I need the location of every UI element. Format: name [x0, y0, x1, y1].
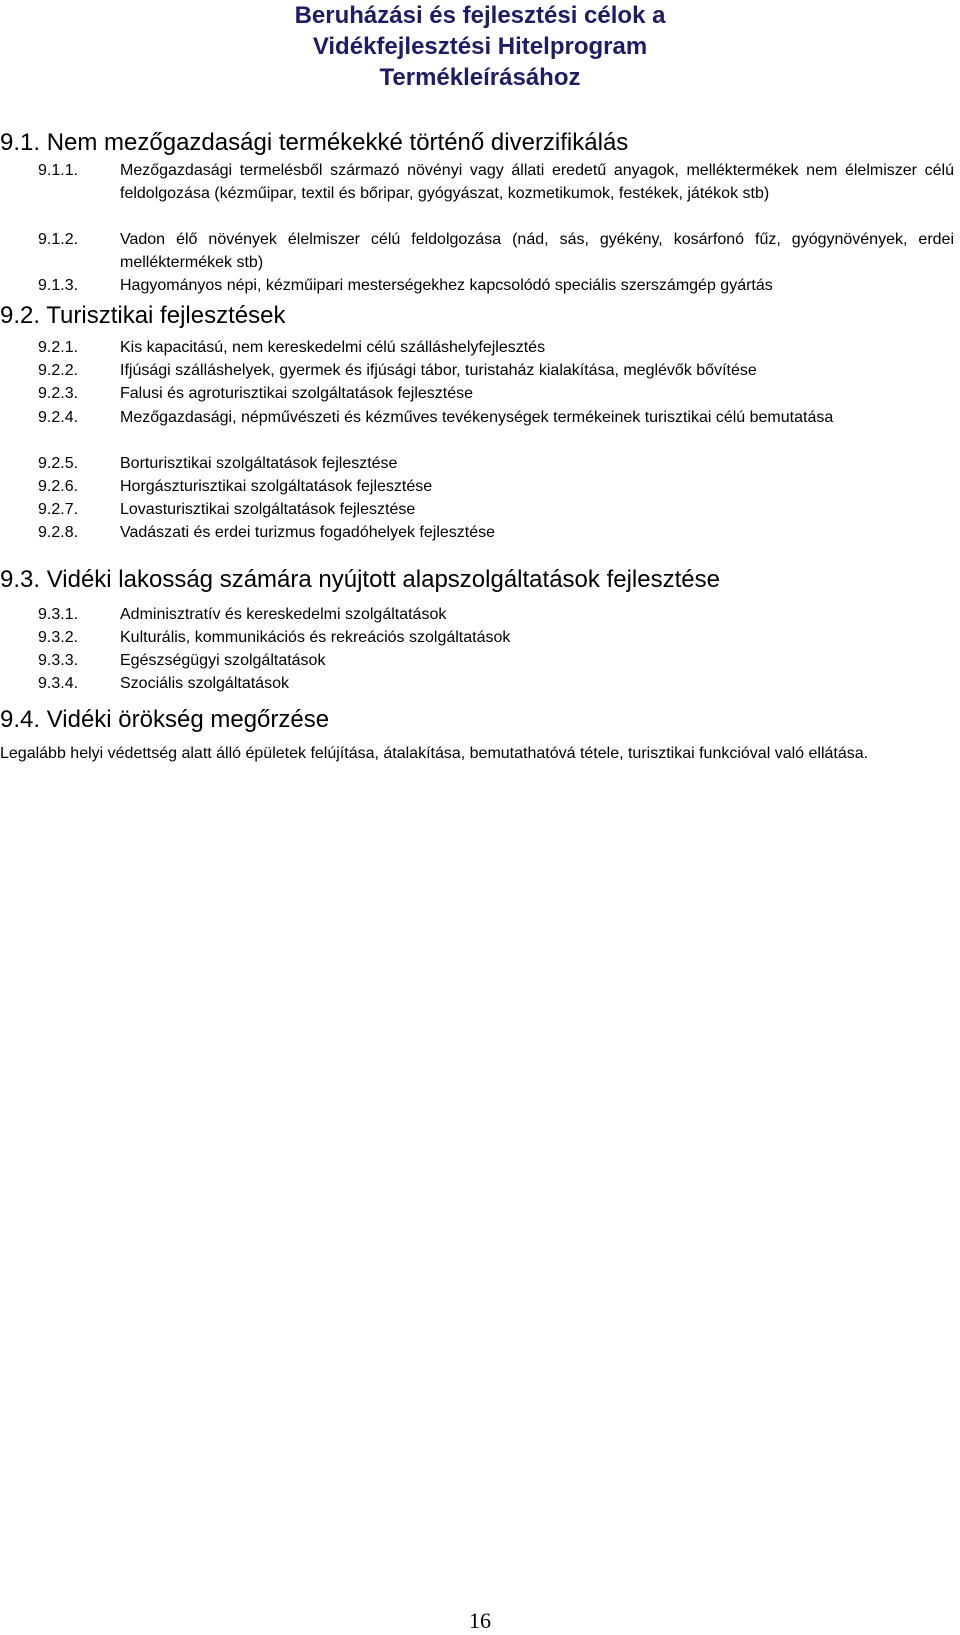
item-number: 9.2.4. — [38, 409, 79, 426]
item-number: 9.2.3. — [38, 385, 79, 402]
item-number: 9.2.1. — [38, 339, 79, 356]
section-heading-9-1: 9.1. Nem mezőgazdasági termékekké történő diverzifikálás — [0, 129, 629, 156]
item-number: 9.3.4. — [38, 675, 79, 692]
list-item-9-3-3 — [38, 649, 954, 672]
item-number: 9.2.6. — [38, 478, 79, 495]
item-text: Vadászati és erdei turizmus fogadóhelyek fejlesztése — [120, 524, 496, 541]
item-text: Kis kapacitású, nem kereskedelmi célú szálláshelyfejlesztés — [120, 339, 546, 356]
list-item-9-2-4 — [38, 406, 954, 429]
item-number: 9.3.3. — [38, 652, 79, 669]
list-item-9-2-7 — [38, 498, 954, 521]
item-text: Falusi és agroturisztikai szolgáltatások fejlesztése — [120, 385, 474, 402]
section-heading-9-4: 9.4. Vidéki örökség megőrzése — [0, 706, 330, 733]
list-item-9-1-2 — [38, 228, 954, 274]
list-item-9-2-6 — [38, 475, 954, 498]
item-number: 9.3.2. — [38, 629, 79, 646]
section-paragraph-9-4: Legalább helyi védettség alatt álló épületek felújítása, átalakítása, bemutathatóvá tétele, turisztikai funkcióval való ellátása. — [0, 745, 869, 762]
item-number: 9.2.8. — [38, 524, 79, 541]
section-heading-9-2: 9.2. Turisztikai fejlesztések — [0, 302, 286, 329]
page-number: 16 — [469, 1608, 491, 1633]
section-heading-9-3: 9.3. Vidéki lakosság számára nyújtott alapszolgáltatások fejlesztése — [0, 566, 720, 593]
item-text: Lovasturisztikai szolgáltatások fejlesztése — [120, 501, 416, 518]
item-text: Mezőgazdasági termelésből származó növényi vagy állati eredetű anyagok, melléktermékek nem élelmiszer célú feldolgozása (kézműipar, textil és bőripar, gyógyászat, kozmetikumok, festékek, játékok stb) — [120, 162, 954, 202]
item-text: Szociális szolgáltatások — [120, 675, 289, 692]
title-line-2: Vidékfejlesztési Hitelprogram — [312, 33, 648, 60]
list-item-9-3-4 — [38, 672, 954, 695]
item-text: Adminisztratív és kereskedelmi szolgáltatások — [120, 606, 447, 623]
document-title — [230, 0, 730, 93]
item-text: Egészségügyi szolgáltatások — [120, 652, 326, 669]
item-text: Kulturális, kommunikációs és rekreációs szolgáltatások — [120, 629, 511, 646]
item-number: 9.2.7. — [38, 501, 79, 518]
title-line-1: Beruházási és fejlesztési célok a — [294, 2, 666, 29]
item-text: Mezőgazdasági, népművészeti és kézműves tevékenységek termékeinek turisztikai célú bemutatása — [120, 409, 834, 426]
list-item-9-1-1 — [38, 159, 954, 205]
item-number: 9.2.5. — [38, 455, 79, 472]
item-text: Hagyományos népi, kézműipari mesterségekhez kapcsolódó speciális szerszámgép gyártás — [120, 277, 773, 294]
item-number: 9.3.1. — [38, 606, 79, 623]
item-text: Ifjúsági szálláshelyek, gyermek és ifjúsági tábor, turistaház kialakítása, meglévők bővítése — [120, 362, 757, 379]
title-line-3: Termékleírásához — [379, 64, 581, 91]
item-number: 9.1.3. — [38, 277, 79, 294]
list-item-9-1-3 — [38, 274, 954, 297]
list-item-9-2-1 — [38, 336, 954, 359]
list-item-9-2-3 — [38, 382, 954, 405]
item-text: Borturisztikai szolgáltatások fejlesztése — [120, 455, 398, 472]
list-item-9-2-5 — [38, 452, 954, 475]
item-number: 9.2.2. — [38, 362, 79, 379]
item-text: Vadon élő növények élelmiszer célú feldolgozása (nád, sás, gyékény, kosárfonó fűz, gyógynövények, erdei melléktermékek stb) — [120, 231, 954, 271]
list-item-9-2-2 — [38, 359, 954, 382]
list-item-9-2-8 — [38, 521, 954, 544]
item-text: Horgászturisztikai szolgáltatások fejlesztése — [120, 478, 433, 495]
list-item-9-3-1 — [38, 603, 954, 626]
item-number: 9.1.2. — [38, 231, 79, 248]
list-item-9-3-2 — [38, 626, 954, 649]
item-number: 9.1.1. — [38, 162, 79, 179]
